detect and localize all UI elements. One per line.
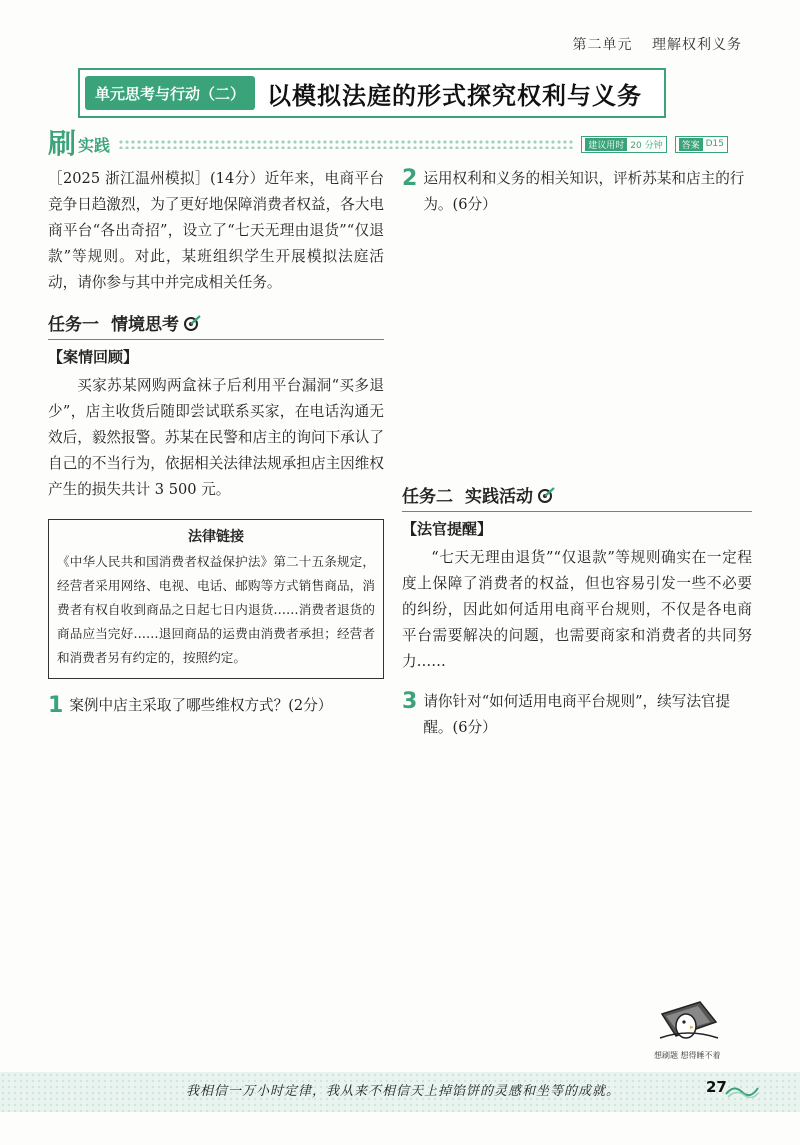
- question-3-text: 请你针对“如何适用电商平台规则”，续写法官提醒。(6分）: [423, 693, 731, 736]
- practice-label: 实践: [78, 135, 111, 155]
- left-column: [48, 166, 384, 719]
- law-link-text: 《中华人民共和国消费者权益保护法》第二十五条规定，经营者采用网络、电视、电话、邮购等方式销售商品，消费者有权自收到商品之日起七日内退货……消费者退货的商品应当完好……退回商品的运费由消费者承担；经营者和消费者另有约定的，按照约定。: [57, 554, 375, 665]
- judge-reminder-heading: 【法官提醒】: [402, 520, 493, 538]
- dotted-divider: [118, 139, 573, 149]
- footer-motto: 我相信一万小时定律，我从来不相信天上掉馅饼的灵感和坐等的成就。: [186, 1084, 621, 1099]
- unit-title: 理解权利义务: [652, 37, 742, 53]
- answer-value: D15: [705, 139, 724, 149]
- running-head: [559, 34, 742, 54]
- case-review-heading: 【案情回顾】: [48, 348, 139, 366]
- target-check-icon: [183, 314, 203, 332]
- judge-reminder-text: “七天无理由退货”“仅退款”等规则确实在一定程度上保障了消费者的权益，但也容易引发一些不必要的纠纷，因此如何适用电商平台规则，不仅是各电商平台需要解决的问题，也需要商家和消费者的共同努力……: [402, 549, 752, 670]
- law-link-box: [48, 519, 384, 679]
- task2-underline: [402, 511, 752, 512]
- task2-heading: [402, 482, 752, 507]
- intro-text: ［2025 浙江温州模拟］(14分）近年来，电商平台竞争日趋激烈，为了更好地保障消费者权益，各大电商平台“各出奇招”，设立了“七天无理由退货”“仅退款”等规则。对此，某班组织学生开展模拟法庭活动，请你参与其中并完成相关任务。: [48, 170, 384, 291]
- law-link-title: 法律链接: [188, 529, 244, 545]
- question-2-number: 2: [402, 166, 418, 191]
- question-2: [402, 166, 752, 218]
- task1-heading: [48, 310, 384, 335]
- question-1: [48, 693, 384, 719]
- practice-bar: [48, 128, 728, 160]
- page-number: 27: [706, 1078, 727, 1096]
- right-column: [402, 166, 752, 741]
- answer-tag: [675, 136, 728, 153]
- wave-decoration-icon: [724, 1080, 760, 1098]
- task2-title: 实践活动: [465, 487, 533, 507]
- answer-space-q2: [402, 218, 752, 468]
- title-bar: [78, 68, 666, 118]
- title-tag: 单元思考与行动（二）: [85, 76, 255, 110]
- question-1-number: 1: [48, 693, 64, 718]
- answer-label: 答案: [679, 138, 703, 151]
- time-tag: [581, 136, 666, 153]
- task1-label: 任务一: [48, 315, 99, 335]
- task1-underline: [48, 339, 384, 340]
- sleeping-mascot-icon: [656, 996, 720, 1044]
- time-value: 20 分钟: [630, 140, 663, 151]
- mascot-caption: 想刷题 想得睡不着: [654, 1051, 721, 1060]
- case-text: 买家苏某网购两盒袜子后利用平台漏洞“买多退少”，店主收货后随即尝试联系买家，在电话沟通无效后，毅然报警。苏某在民警和店主的询问下承认了自己的不当行为，依据相关法律法规承担店主因维权产生的损失共计 3 500 元。: [48, 377, 384, 498]
- page-title: 以模拟法庭的形式探究权利与义务: [267, 81, 643, 110]
- question-3-number: 3: [402, 689, 418, 714]
- question-3: [402, 689, 752, 741]
- question-2-text: 运用权利和义务的相关知识，评析苏某和店主的行为。(6分）: [423, 170, 745, 213]
- target-check-icon: [537, 486, 557, 504]
- unit-label: 第二单元: [572, 37, 633, 53]
- task2-label: 任务二: [402, 487, 453, 507]
- time-label: 建议用时: [585, 138, 627, 151]
- task1-title: 情境思考: [111, 315, 179, 335]
- shua-logo: 刷: [48, 127, 77, 160]
- question-1-text: 案例中店主采取了哪些维权方式？(2分）: [69, 697, 333, 714]
